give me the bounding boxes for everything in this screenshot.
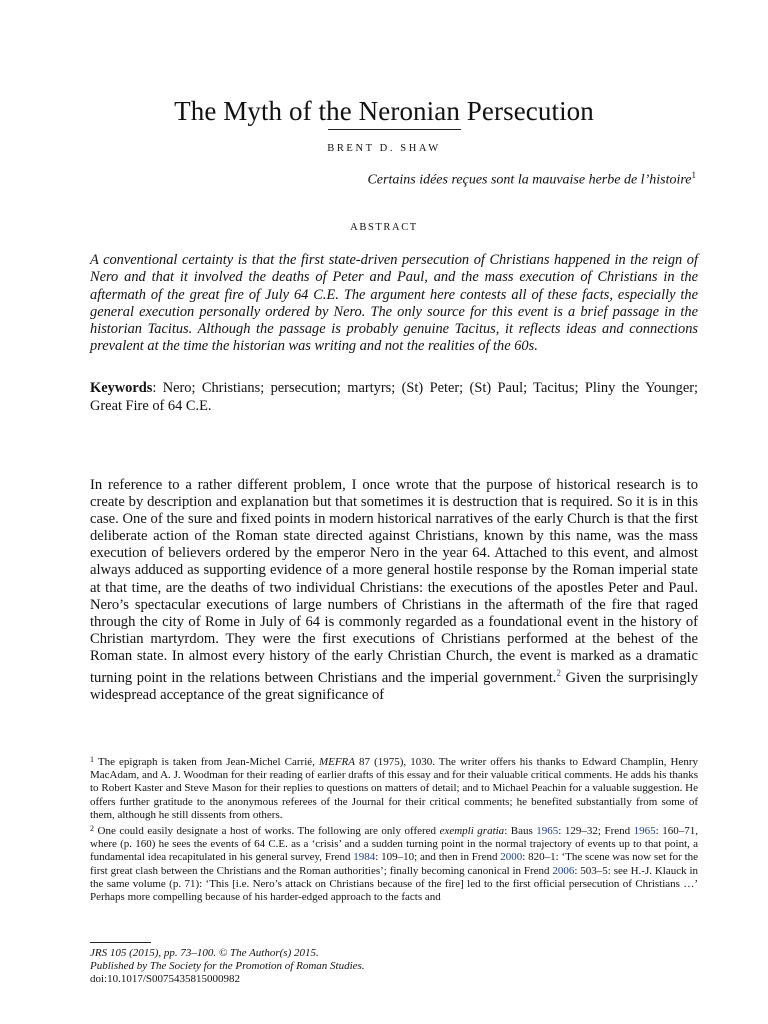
keywords bbox=[90, 380, 698, 415]
keywords-list: : Nero; Christians; persecution; martyrs; (St) Peter; (St) Paul; Tacitus; Pliny the Younger; Great Fire of 64 C.E. bbox=[90, 380, 698, 414]
reference-link[interactable]: 1965 bbox=[536, 825, 559, 838]
footnote-italic: exempli gratia bbox=[439, 825, 505, 838]
author-name: BRENT D. SHAW bbox=[327, 143, 441, 154]
footnotes bbox=[90, 753, 698, 904]
footnote-text: : 129–32; Frend bbox=[558, 825, 634, 838]
keywords-label: Keywords bbox=[90, 380, 153, 396]
body-paragraph bbox=[90, 477, 698, 704]
footnote-text: : Baus bbox=[504, 825, 537, 838]
reference-link[interactable]: 1984 bbox=[353, 851, 376, 864]
epigraph-text: Certains idées reçues sont la mauvaise herbe de l’histoire bbox=[367, 172, 692, 188]
reference-link[interactable]: 2000 bbox=[500, 851, 523, 864]
footnote-2 bbox=[90, 822, 698, 904]
footnote-1 bbox=[90, 753, 698, 822]
reference-link[interactable]: 2006 bbox=[552, 864, 575, 877]
publisher-line: Published by The Society for the Promotion of Roman Studies. bbox=[90, 960, 365, 972]
epigraph bbox=[367, 170, 696, 189]
reference-link[interactable]: 1965 bbox=[633, 825, 656, 838]
body-text: In reference to a rather different problem, I once wrote that the purpose of historical research is to create by description and explanation but that sometimes it is destruction that is required. So it is in this case. One of the sure and fixed points in modern historical narratives of the early Church is that the first deliberate action of the Roman state directed against Christians, known by this name, was the mass execution of believers ordered by the emperor Nero in the year 64. Attached to this event, and almost always adduced as supporting evidence of a more general hostile response by the Roman imperial state at that time, are the deaths of two individual Christians: the executions of the apostles Peter and Paul. Nero’s spectacular executions of large numbers of Christians in the aftermath of the fire that raged through the city of Rome in July of 64 is commonly regarded as a foundational event in the history of Christian martyrdom. They were the first executions of Christians performed at the behest of the Roman state. In almost every history of the early Christian Church, the event is marked as a dramatic turning point in the relations between Christians and the imperial government. bbox=[90, 477, 698, 686]
footnote-text: : 503–5: see H.-J. Klauck in the same volume (p. 71): ‘This [i.e. Nero’s attack on Christians because of the fire] led to the first official persecution of Christians …’ Perhaps more compelling because of his harder-edged approach to the facts and bbox=[90, 864, 699, 904]
footnote-text: : 160–71, where (p. 160) he sees the events of 64 C.E. as a ‘crisis’ and a sudden turning point in the normal trajectory of events up to that point, a fundamental idea recapitulated in his general survey, Frend bbox=[90, 825, 698, 864]
footnote-text: 87 (1975), 1030. The writer offers his thanks to Edward Champlin, Henry MacAdam, and A. J. Woodman for their reading of earlier drafts of this essay and for their valuable critical comments. He adds his thanks to Robert Kaster and Steve Mason for their replies to questions on matters of detail; and to Michael Peachin for a valuable suggestion. He offers further gratitude to the anonymous referees of the Journal for their critical comments; he benefited substantially from some of them, although he still dissents from others. bbox=[90, 756, 698, 821]
footnote-number: 1 bbox=[90, 755, 94, 764]
abstract-text: A conventional certainty is that the first state-driven persecution of Christians happened in the reign of Nero and that it involved the deaths of Peter and Paul, and the mass execution of Christians in the aftermath of the great fire of July 64 C.E. The argument here contests all of these facts, especially the general execution personally ordered by Nero. The only source for this event is a brief passage in the historian Tacitus. Although the passage is probably genuine Tacitus, it reflects ideas and connections prevalent at the time the historian was writing and not the realities of the 60s. bbox=[90, 252, 698, 355]
abstract-heading: ABSTRACT bbox=[350, 222, 418, 233]
doi-link[interactable]: doi:10.1017/S0075435815000982 bbox=[90, 973, 241, 985]
footnote-text: : 820–1: ‘The scene was now set for the first great clash between the Christians and the Roman authorities’; finally becoming canonical in Frend bbox=[90, 851, 699, 877]
epigraph-footnote-marker[interactable]: 1 bbox=[691, 170, 696, 180]
journal-footer bbox=[90, 947, 698, 986]
footnote-text: : 109–10; and then in Frend bbox=[375, 851, 501, 864]
footnote-number: 2 bbox=[90, 824, 94, 834]
journal-citation: JRS 105 (2015), pp. 73–100. © The Author(s) 2015. bbox=[90, 947, 319, 959]
article-title: The Myth of the Neronian Persecution bbox=[174, 96, 594, 127]
footnote-italic: MEFRA bbox=[318, 756, 355, 768]
body-footnote-marker[interactable]: 2 bbox=[556, 668, 561, 679]
footnote-text: The epigraph is taken from Jean-Michel Carrié, bbox=[97, 756, 319, 768]
body-text-continued: Given the surprisingly widespread acceptance of the great significance of bbox=[90, 669, 699, 703]
footnote-text: One could easily designate a host of works. The following are only offered bbox=[97, 825, 440, 838]
title-rule bbox=[328, 129, 461, 130]
footer-rule bbox=[90, 942, 151, 943]
